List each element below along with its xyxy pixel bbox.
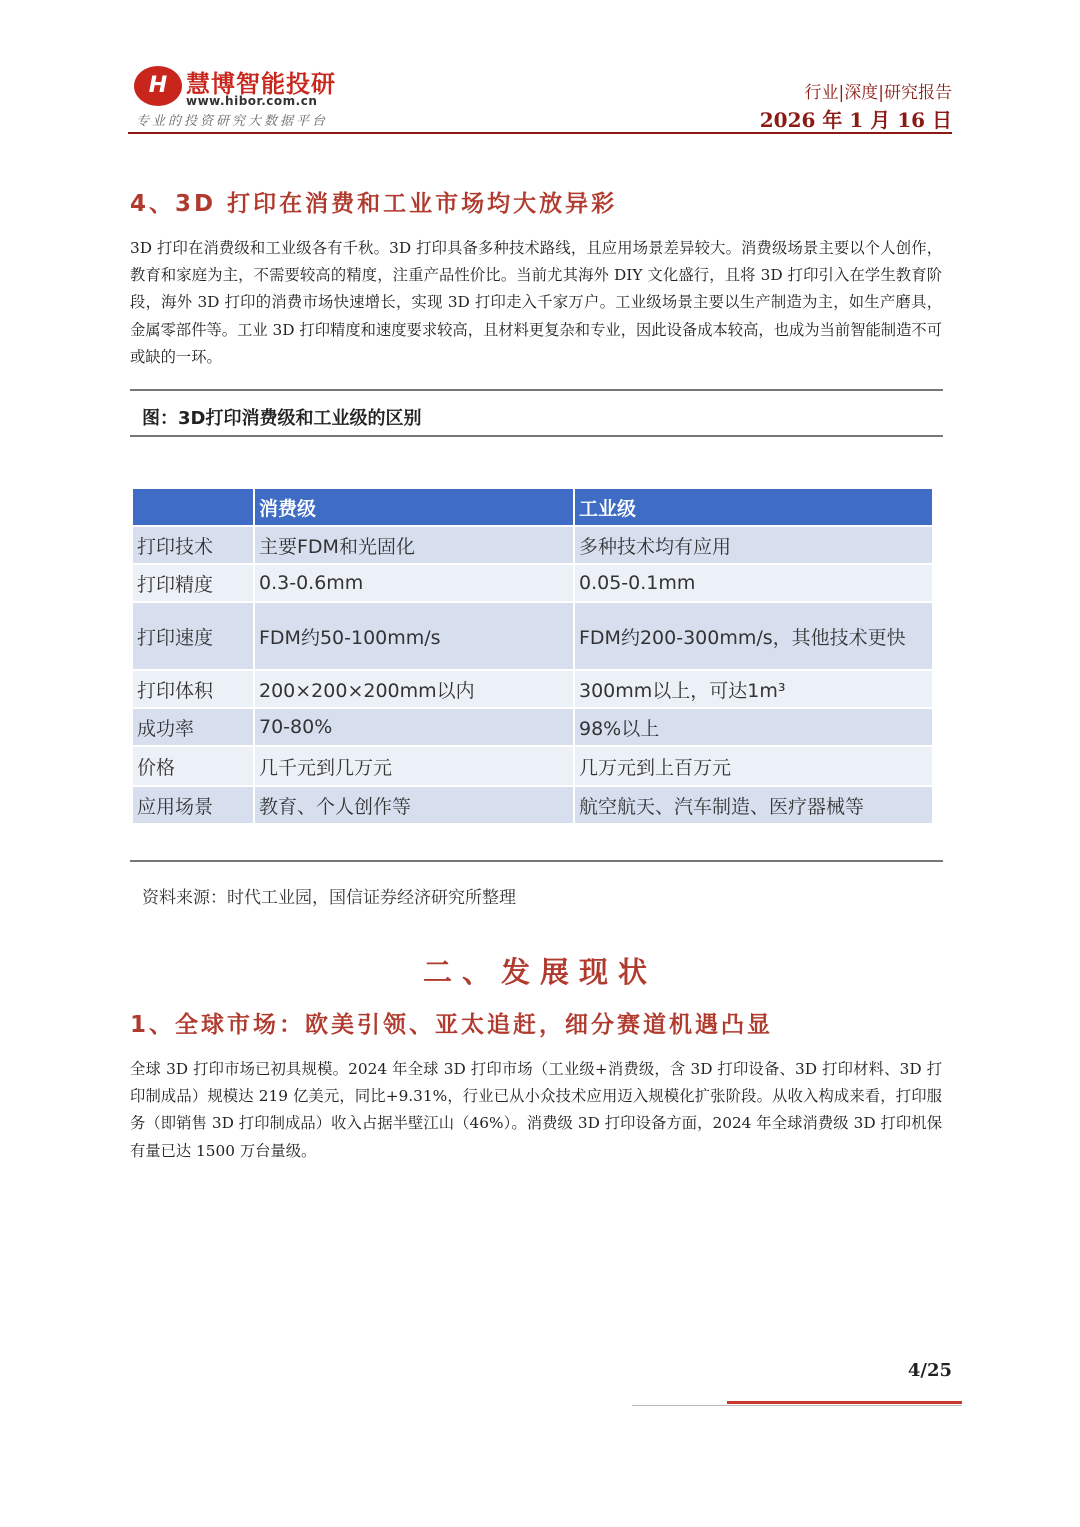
table-row: [132, 746, 933, 786]
table-row: [132, 564, 933, 602]
logo-url[interactable]: www.hibor.com.cn: [186, 94, 318, 108]
report-type: 行业|深度|研究报告: [804, 83, 952, 103]
table-cell: 300mm以上，可达1m³: [574, 670, 933, 708]
table-cell: 200×200×200mm以内: [254, 670, 574, 708]
chapter-2-title: 二、发展现状: [422, 955, 657, 989]
table-cell: 0.3-0.6mm: [254, 564, 574, 602]
table-cell: FDM约50-100mm/s: [254, 602, 574, 670]
table-cell: 主要FDM和光固化: [254, 526, 574, 564]
header-divider: [128, 132, 952, 134]
table-row: [132, 670, 933, 708]
table-row: [132, 786, 933, 824]
table-cell: 0.05-0.1mm: [574, 564, 933, 602]
page-number: 4/25: [907, 1360, 952, 1381]
table-row-label: 应用场景: [132, 786, 254, 824]
section-1-paragraph: 全球 3D 打印市场已初具规模。2024 年全球 3D 打印市场（工业级+消费级，含 3D 打印设备、3D 打印材料、3D 打印制成品）规模达 219 亿美元，同比+9.31%，行业已从小众技术应用迈入规模化扩张阶段。从收入构成来看，打印服务（即销售 3D 打印制成品）收入占据半壁江山（46%）。消费级 3D 打印设备方面，2024 年全球消费级 3D 打印机保有量已达 1500 万台量级。: [130, 1060, 942, 1160]
table-row: [132, 602, 933, 670]
table-row-label: 打印技术: [132, 526, 254, 564]
table-row: [132, 708, 933, 746]
logo-slogan: 专业的投资研究大数据平台: [136, 114, 329, 129]
table-row-label: 价格: [132, 746, 254, 786]
table-header-cell: 工业级: [574, 488, 933, 526]
table-cell: 航空航天、汽车制造、医疗器械等: [574, 786, 933, 824]
table-cell: 70-80%: [254, 708, 574, 746]
figure-title-rule: [130, 435, 943, 437]
section-4-title: 4、3D 打印在消费和工业市场均大放异彩: [130, 191, 618, 217]
table-header-row: [132, 488, 933, 526]
logo-name: 慧博智能投研: [186, 70, 336, 98]
hibor-logo-icon: H: [134, 66, 182, 106]
figure-bottom-rule: [130, 860, 943, 862]
table-header-cell: [132, 488, 254, 526]
footer-rule-gray: [632, 1405, 962, 1406]
table-cell: 几千元到几万元: [254, 746, 574, 786]
table-row-label: 打印体积: [132, 670, 254, 708]
figure-top-rule: [130, 389, 943, 391]
table-row-label: 成功率: [132, 708, 254, 746]
table-header-cell: 消费级: [254, 488, 574, 526]
report-date: 2026 年 1 月 16 日: [759, 108, 952, 132]
section-4-paragraph: 3D 打印在消费级和工业级各有千秋。3D 打印具备多种技术路线，且应用场景差异较大。消费级场景主要以个人创作，教育和家庭为主，不需要较高的精度，注重产品性价比。当前尤其海外 DIY 文化盛行，且将 3D 打印引入在学生教育阶段，海外 3D 打印的消费市场快速增长，实现 3D 打印走入千家万户。工业级场景主要以生产制造为主，如生产磨具，金属零部件等。工业 3D 打印精度和速度要求较高，且材料更复杂和专业，因此设备成本较高，也成为当前智能制造不可或缺的一环。: [130, 239, 942, 366]
table-row: [132, 526, 933, 564]
table-cell: 多种技术均有应用: [574, 526, 933, 564]
comparison-table: [131, 487, 934, 825]
table-row-label: 打印精度: [132, 564, 254, 602]
page-header: [128, 62, 952, 136]
figure-title: 图：3D打印消费级和工业级的区别: [142, 408, 422, 429]
section-1-title: 1、全球市场：欧美引领、亚太追赶，细分赛道机遇凸显: [130, 1012, 774, 1038]
table-cell: 几万元到上百万元: [574, 746, 933, 786]
table-cell: 98%以上: [574, 708, 933, 746]
table-cell: 教育、个人创作等: [254, 786, 574, 824]
table-cell: FDM约200-300mm/s，其他技术更快: [574, 602, 933, 670]
table-row-label: 打印速度: [132, 602, 254, 670]
footer-rule-red: [727, 1401, 962, 1404]
figure-source: 资料来源：时代工业园，国信证券经济研究所整理: [142, 888, 516, 908]
